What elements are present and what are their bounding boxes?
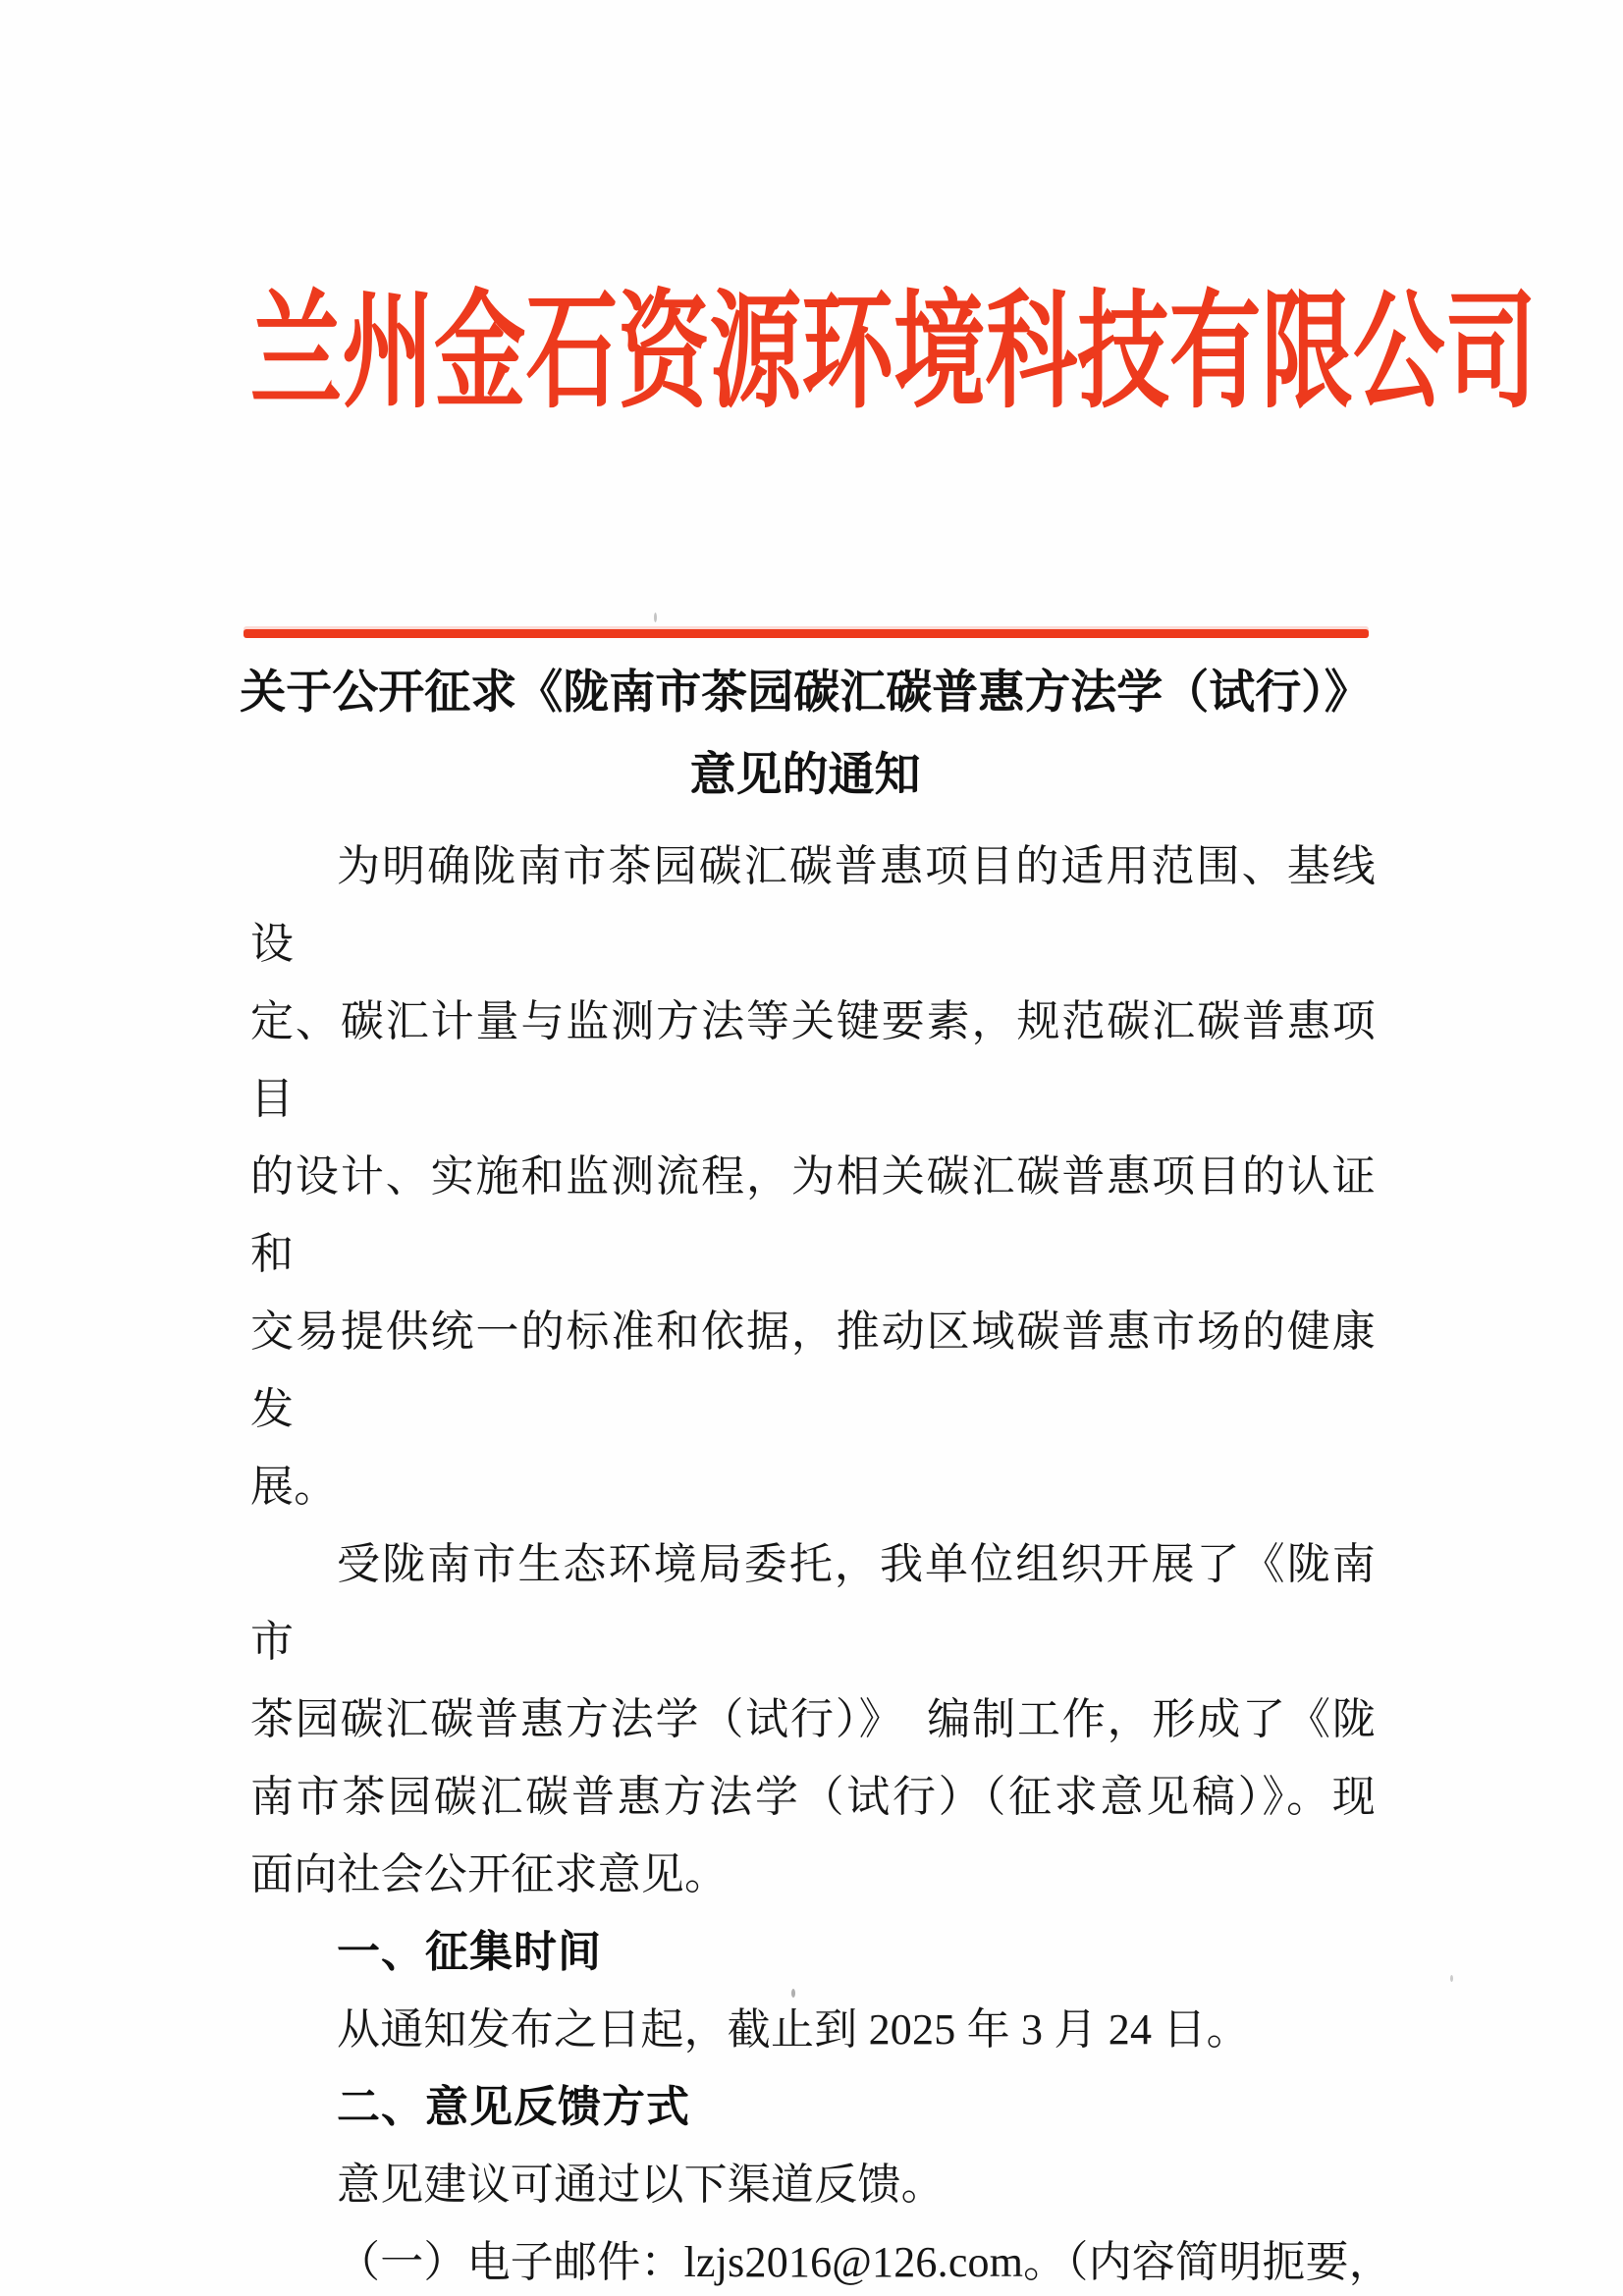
paragraph-2-line: 南市茶园碳汇碳普惠方法学（试行）（征求意见稿）》。现 (250, 1773, 1376, 1821)
paragraph-1-line: 交易提供统一的标准和依据，推动区域碳普惠市场的健康发 (250, 1308, 1376, 1433)
scan-speck (1450, 1975, 1453, 1982)
document-body (250, 828, 1392, 2296)
paragraph-1-line: 的设计、实施和监测流程，为相关碳汇碳普惠项目的认证和 (250, 1152, 1376, 1278)
section-1-text: 从通知发布之日起，截止到 2025 年 3 月 24 日。 (337, 2005, 1250, 2054)
letterhead (0, 279, 1623, 429)
paragraph-2-line: 受陇南市生态环境局委托，我单位组织开展了《陇南市 (250, 1540, 1376, 1666)
title-line-2: 意见的通知 (689, 750, 921, 801)
scan-speck (791, 1989, 795, 1998)
paragraph-1-line: 展。 (250, 1463, 338, 1511)
section-2-heading: 二、意见反馈方式 (337, 2083, 690, 2131)
section-2-text: 意见建议可通过以下渠道反馈。 (337, 2161, 945, 2209)
red-divider-line (243, 629, 1369, 638)
scan-speck (654, 613, 657, 622)
paragraph-2-line: 面向社会公开征求意见。 (250, 1850, 729, 1898)
paragraph-2-line: 茶园碳汇碳普惠方法学（试行）》 编制工作，形成了《陇 (250, 1695, 1376, 1743)
title-line-1: 关于公开征求《陇南市茶园碳汇碳普惠方法学（试行）》 (240, 667, 1371, 719)
section-1-heading: 一、征集时间 (337, 1928, 602, 1976)
document-title (226, 652, 1384, 817)
company-name: 兰州金石资源环境科技有限公司 (249, 283, 1538, 424)
paragraph-1-line: 为明确陇南市茶园碳汇碳普惠项目的适用范围、基线设 (250, 842, 1376, 968)
section-2-email-line: （一）电子邮件：lzjs2016@126.com。（内容简明扼要， (337, 2238, 1392, 2286)
paragraph-1-line: 定、碳汇计量与监测方法等关键要素，规范碳汇碳普惠项目 (250, 997, 1376, 1123)
